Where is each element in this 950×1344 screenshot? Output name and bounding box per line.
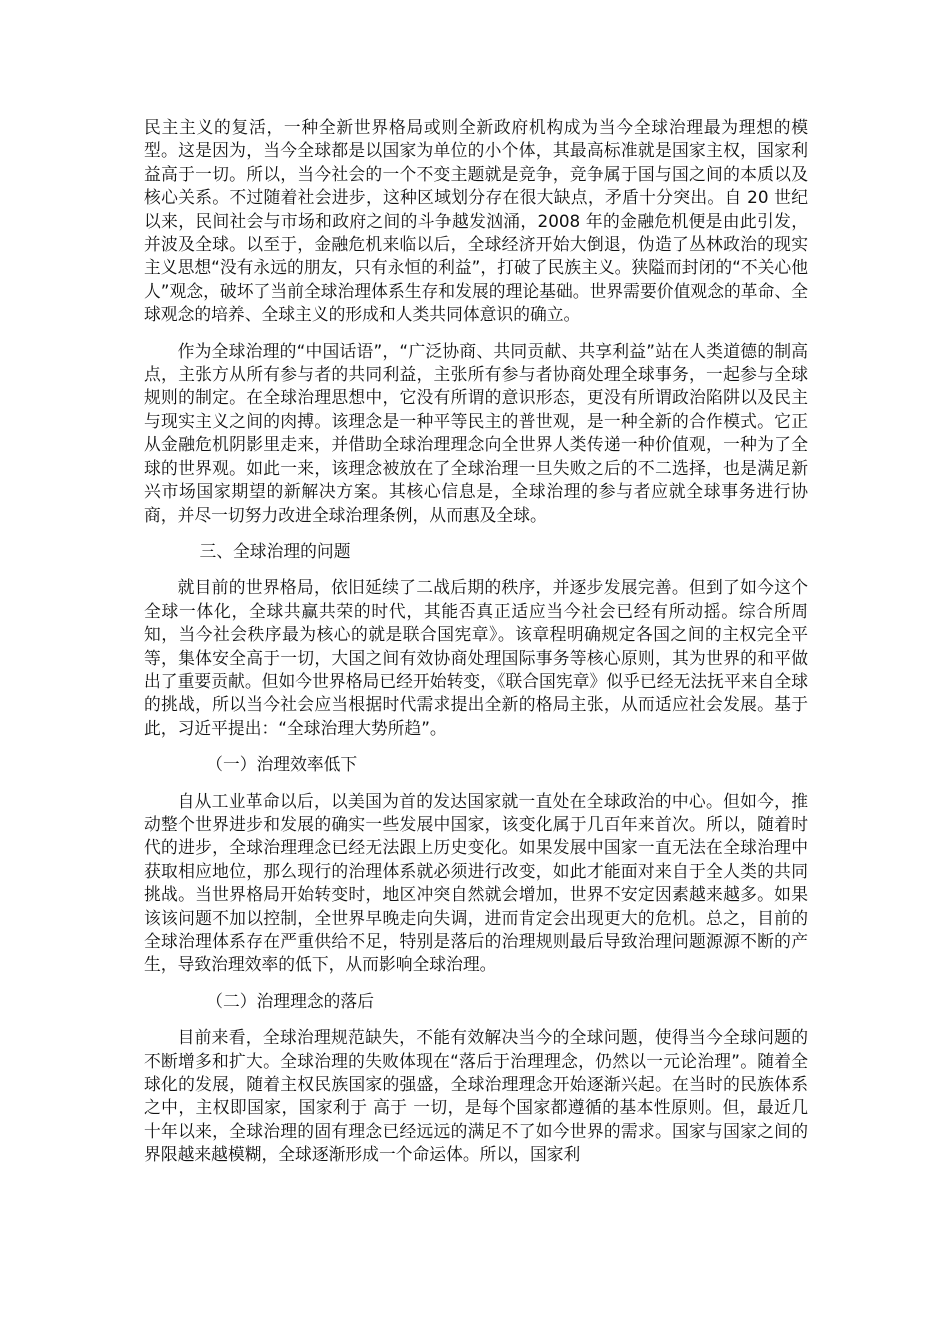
paragraph-4: 自从工业革命以后，以美国为首的发达国家就一直处在全球政治的中心。但如今，推动整个世界进步和发展的确实一些发展中国家，该变化属于几百年来首次。所以，随着时代的进步，全球治理理念已经无法跟上历史变化。如果发展中国家一直无法在全球治理中获取相应地位，那么现行的治理体系就必须进行改变，如此才能面对来自于全人类的共同挑战。当世界格局开始转变时，地区冲突自然就会增加，世界不安定因素越来越多。如果该该问题不加以控制，全世界早晚走向失调，进而肯定会出现更大的危机。总之，目前的全球治理体系存在严重供给不足，特别是落后的治理规则最后导致治理问题源源不断的产生，导致治理效率的低下，从而影响全球治理。: [144, 790, 808, 975]
subsection-heading-1: （一）治理效率低下: [206, 754, 358, 775]
subsection-heading-2: （二）治理理念的落后: [206, 990, 374, 1011]
paragraph-5: 目前来看，全球治理规范缺失，不能有效解决当今的全球问题，使得当今全球问题的不断增多和扩大。全球治理的失败体现在“落后于治理理念，仍然以一元论治理”。随着全球化的发展，随着主权民族国家的强盛，全球治理理念开始逐渐兴起。在当时的民族体系之中，主权即国家，国家利于 高于 一切，是每个国家都遵循的基本性原则。但，最近几十年以来，全球治理的固有理念已经远远的满足不了如今世界的需求。国家与国家之间的界限越来越模糊，全球逐渐形成一个命运体。所以，国家利: [144, 1027, 808, 1165]
paragraph-3: 就目前的世界格局，依旧延续了二战后期的秩序，并逐步发展完善。但到了如今这个全球一体化，全球共赢共荣的时代，其能否真正适应当今社会已经有所动摇。综合所周知，当今社会秩序最为核心的就是联合国宪章》。该章程明确规定各国之间的主权完全平等，集体安全高于一切，大国之间有效协商处理国际事务等核心原则，其为世界的和平做出了重要贡献。但如今世界格局已经开始转变，《联合国宪章》似乎已经无法抚平来自全球的挑战，所以当今社会应当根据时代需求提出全新的格局主张，从而适应社会发展。基于此，习近平提出：“全球治理大势所趋”。: [144, 577, 808, 738]
paragraph-2: 作为全球治理的“中国话语”，“广泛协商、共同贡献、共享利益”站在人类道德的制高点，主张方从所有参与者的共同利益，主张所有参与者协商处理全球事务，一起参与全球规则的制定。在全球治理思想中，它没有所谓的意识形态，更没有所谓政治陷阱以及民主与现实主义之间的肉搏。该理念是一种平等民主的普世观，是一种全新的合作模式。它正从金融危机阴影里走来，并借助全球治理理念向全世界人类传递一种价值观，一种为了全球的世界观。如此一来，该理念被放在了全球治理一旦失败之后的不二选择，也是满足新兴市场国家期望的新解决方案。其核心信息是，全球治理的参与者应就全球事务进行协商，并尽一切努力改进全球治理条例，从而惠及全球。: [144, 340, 808, 525]
document-page: [144, 116, 808, 1180]
paragraph-1: 民主主义的复活，一种全新世界格局或则全新政府机构成为当今全球治理最为理想的模型。这是因为，当今全球都是以国家为单位的小个体，其最高标准就是国家主权，国家利益高于一切。所以，当今社会的一个不变主题就是竞争，竞争属于国与国之间的本质以及核心关系。不过随着社会进步，这种区域划分存在很大缺点，矛盾十分突出。自 20 世纪以来，民间社会与市场和政府之间的斗争越发汹涌，2008 年的金融危机便是由此引发，并波及全球。以至于，金融危机来临以后，全球经济开始大倒退，伪造了丛林政治的现实主义思想“没有永远的朋友，只有永恒的利益”，打破了民族主义。狭隘而封闭的“不关心他人”观念，破坏了当前全球治理体系生存和发展的理论基础。世界需要价值观念的革命、全球观念的培养、全球主义的形成和人类共同体意识的确立。: [144, 117, 808, 325]
section-heading-3: 三、全球治理的问题: [199, 540, 351, 561]
